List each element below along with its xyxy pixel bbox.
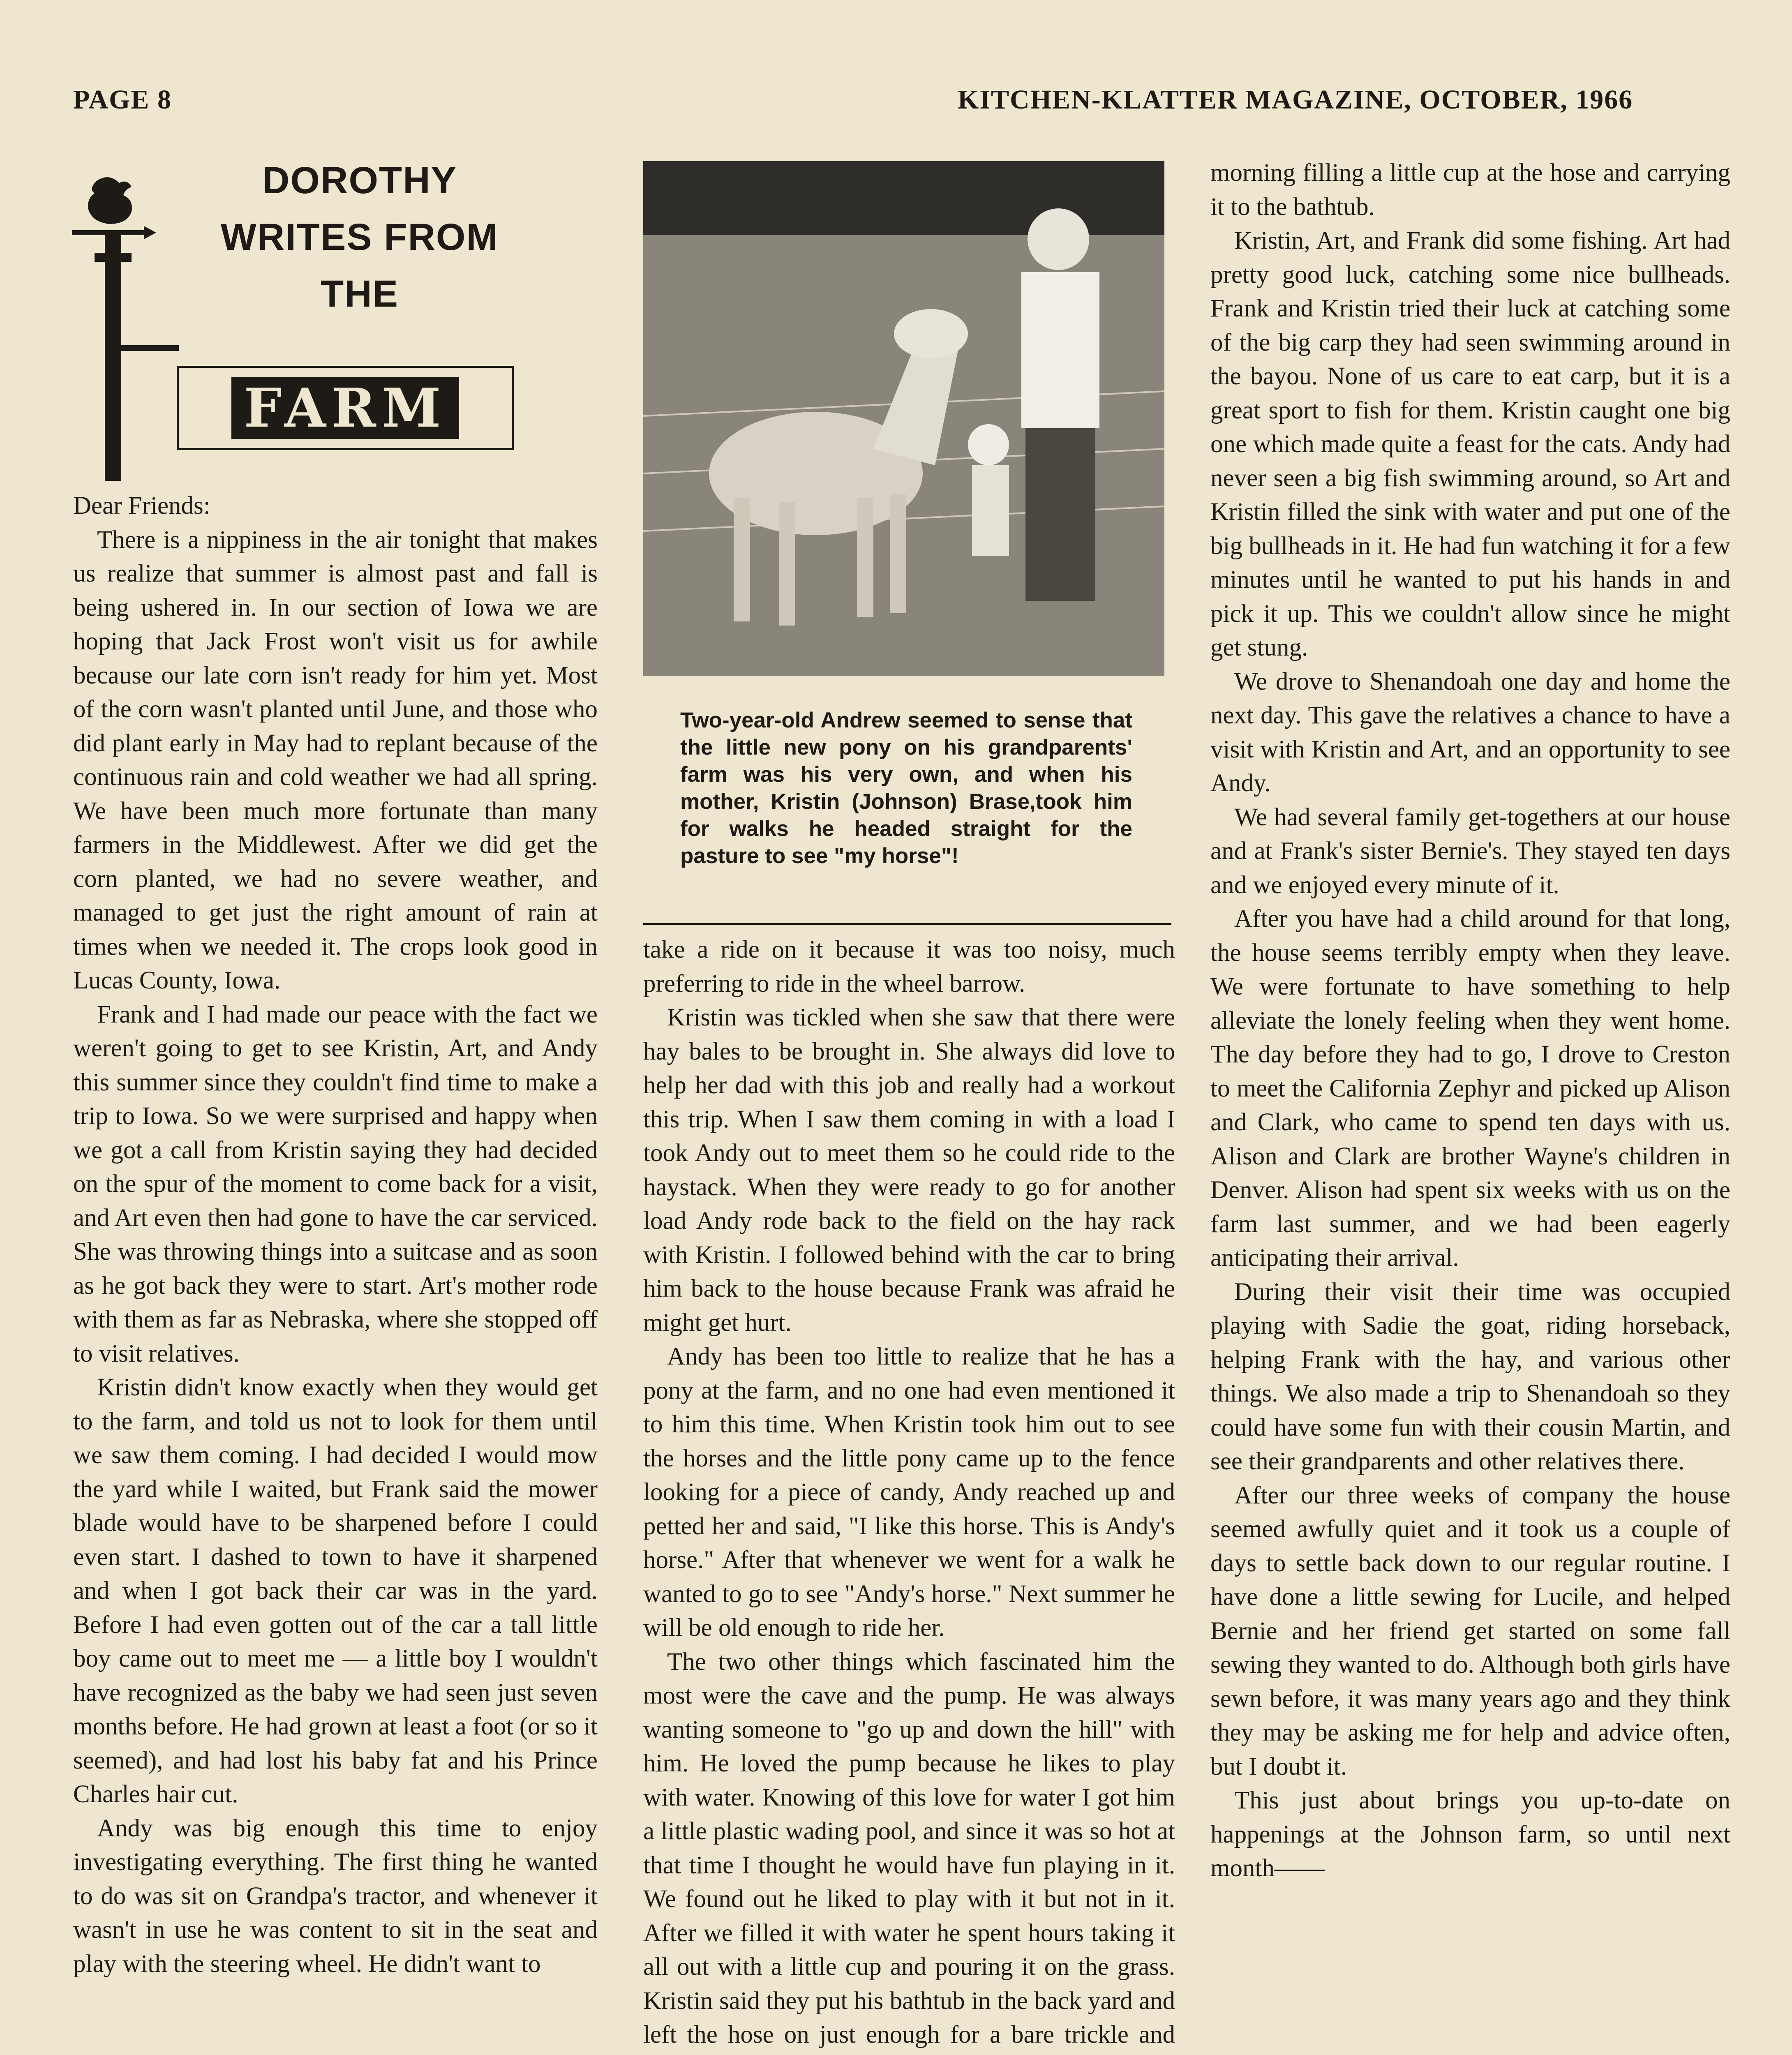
paragraph-continued: take a ride on it because it was too noisy, much preferring to ride in the wheel barrow.	[643, 936, 1175, 997]
paragraph: We had several family get-togethers at our house and at Frank's sister Bernie's. They stayed ten days and we enjoyed every minute of it.	[1210, 803, 1730, 899]
farm-sign	[177, 366, 514, 450]
paragraph: There is a nippiness in the air tonight that makes us realize that summer is almost past and fall is being ushered in. In our section of Iowa we are hoping that Jack Frost won't visit us for awhile because our late corn isn't ready for him yet. Most of the corn wasn't planted until June, and those who did plant early in May had to replant because of the continuous rain and cold weather we had all spring. We have been much more fortunate than many farmers in the Middlewest. After we did get the corn planted, we had no severe weather, and managed to get just the right amount of rain at times when we needed it. The crops look good in Lucas County, Iowa.	[73, 526, 598, 994]
column-masthead	[72, 152, 524, 481]
masthead-line3: THE	[321, 273, 399, 315]
letter-column-1	[73, 489, 598, 1981]
letter-column-3	[1210, 156, 1730, 1886]
farm-sign-text: FARM	[231, 377, 459, 439]
masthead-line2: WRITES FROM	[220, 216, 499, 258]
paragraph: Frank and I had made our peace with the fact we weren't going to get to see Kristin, Art, and Andy this summer since they couldn't find time to make a trip to Iowa. So we were surprised and happy when we got a call from Kristin saying they had decided on the spur of the moment to come back for a visit, and Art even then had gone to have the car serviced. She was throwing things into a suitcase and as soon as he got back they were to start. Art's mother rode with them as far as Nebraska, where she stopped off to visit relatives.	[73, 1000, 598, 1367]
paragraph: During their visit their time was occupied playing with Sadie the goat, riding horseback, helping Frank with the hay, and various other things. We also made a trip to Shenandoah so they could have some fun with their cousin Martin, and see their grandparents and other relatives there.	[1210, 1278, 1730, 1475]
masthead-line1: DOROTHY	[262, 159, 457, 201]
caption-divider	[643, 923, 1171, 925]
paragraph: After you have had a child around for that long, the house seems terribly empty when they leave. We were fortunate to have something to help alleviate the lonely feeling when they went home. The day before they had to go, I drove to Creston to meet the California Zephyr and picked up Alison and Clark, who came to spend ten days with us. Alison and Clark are brother Wayne's children in Denver. Alison had spent six weeks with us on the farm last summer, and we had been eagerly anticipating their arrival.	[1210, 905, 1730, 1272]
masthead-title	[220, 152, 499, 322]
paragraph: The two other things which fascinated him the most were the cave and the pump. He was always wanting someone to "go up and down the hill" with him. He loved the pump because he likes to play with water. Knowing of this love for water I got him a little plastic wading pool, and since it was so hot at that time I thought he would have fun playing in it. We found out he liked to play with it but not in it. After we filled it with water he spent hours taking it all out with a little cup and pouring it on the grass. Kristin said they put his bathtub in the back yard and left the hose on just enough for a bare trickle and	[643, 1648, 1175, 2048]
paragraph: Andy has been too little to realize that he has a pony at the farm, and no one had even mentioned it to him this time. When Kristin took him out to see the horses and the little pony came up to the fence looking for a piece of candy, Andy reached up and petted her and said, "I like this horse. This is Andy's horse." After that whenever we went for a walk he wanted to go to see "Andy's horse." Next summer he will be old enough to ride her.	[643, 1343, 1175, 1642]
paragraph: After our three weeks of company the house seemed awfully quiet and it took us a couple of days to settle back down to our regular routine. I have done a little sewing for Lucile, and helped Bernie and her friend get started on some fall sewing they wanted to do. Although both girls have sewn before, it was many years ago and they think they may be asking me for help and advice often, but I doubt it.	[1210, 1481, 1730, 1780]
letter-column-2	[643, 933, 1175, 2055]
pony-photo	[643, 161, 1164, 676]
paragraph: Kristin, Art, and Frank did some fishing. Art had pretty good luck, catching some nice bullheads. Frank and Kristin tried their luck at catching some of the big carp they had seen swimming around in the bayou. None of us care to eat carp, but it is a great sport to fish for them. Kristin caught one big one which made quite a feast for the cats. Andy had never seen a big fish swimming around, so Art and Kristin filled the sink with water and put one of the big bullheads in it. He had fun watching it for a few minutes until he wanted to put his hands in and pick it up. This we couldn't allow since he might get stung.	[1210, 227, 1730, 661]
photo-caption: Two-year-old Andrew seemed to sense that the little new pony on his grandparents' farm was his very own, and when his mother, Kristin (Johnson) Brase,took him for walks he headed straight for the pasture to see "my horse"!	[680, 708, 1132, 868]
paragraph: Andy was big enough this time to enjoy investigating everything. The first thing he wanted to do was sit on Grandpa's tractor, and whenever it wasn't in use he was content to sit in the seat and play with the steering wheel. He didn't want to	[73, 1814, 598, 1978]
paragraph: Kristin didn't know exactly when they would get to the farm, and told us not to look for them until we saw them coming. I had decided I would mow the yard while I waited, but Frank said the mower blade would have to be sharpened before I could even start. I dashed to town to have it sharpened and when I got back their car was in the yard. Before I had even gotten out of the car a tall little boy came out to meet me — a little boy I wouldn't have recognized as the baby we had seen just seven months before. He had grown at least a foot (or so it seemed), and had lost his baby fat and his Prince Charles hair cut.	[73, 1374, 598, 1808]
signpost-rooster-icon	[72, 173, 179, 481]
salutation: Dear Friends:	[73, 492, 210, 520]
paragraph: This just about brings you up-to-date on happenings at the Johnson farm, so until next month——	[1210, 1787, 1730, 1882]
magazine-title-date: KITCHEN-KLATTER MAGAZINE, OCTOBER, 1966	[958, 85, 1633, 115]
paragraph: Kristin was tickled when she saw that there were hay bales to be brought in. She always did love to help her dad with this job and really had a workout this trip. When I saw them coming in with a load I took Andy out to meet them so he could ride to the haystack. When they were ready to go for another load Andy rode back to the field on the hay rack with Kristin. I followed behind with the car to bring him back to the house because Frank was afraid he might get hurt.	[643, 1004, 1175, 1337]
paragraph-continued: morning filling a little cup at the hose and carrying it to the bathtub.	[1210, 159, 1730, 221]
pony-photo-illustration	[643, 161, 1164, 676]
page-number: PAGE 8	[73, 85, 172, 115]
paragraph: We drove to Shenandoah one day and home the next day. This gave the relatives a chance to have a visit with Kristin and Art, and an opportunity to see Andy.	[1210, 667, 1730, 797]
